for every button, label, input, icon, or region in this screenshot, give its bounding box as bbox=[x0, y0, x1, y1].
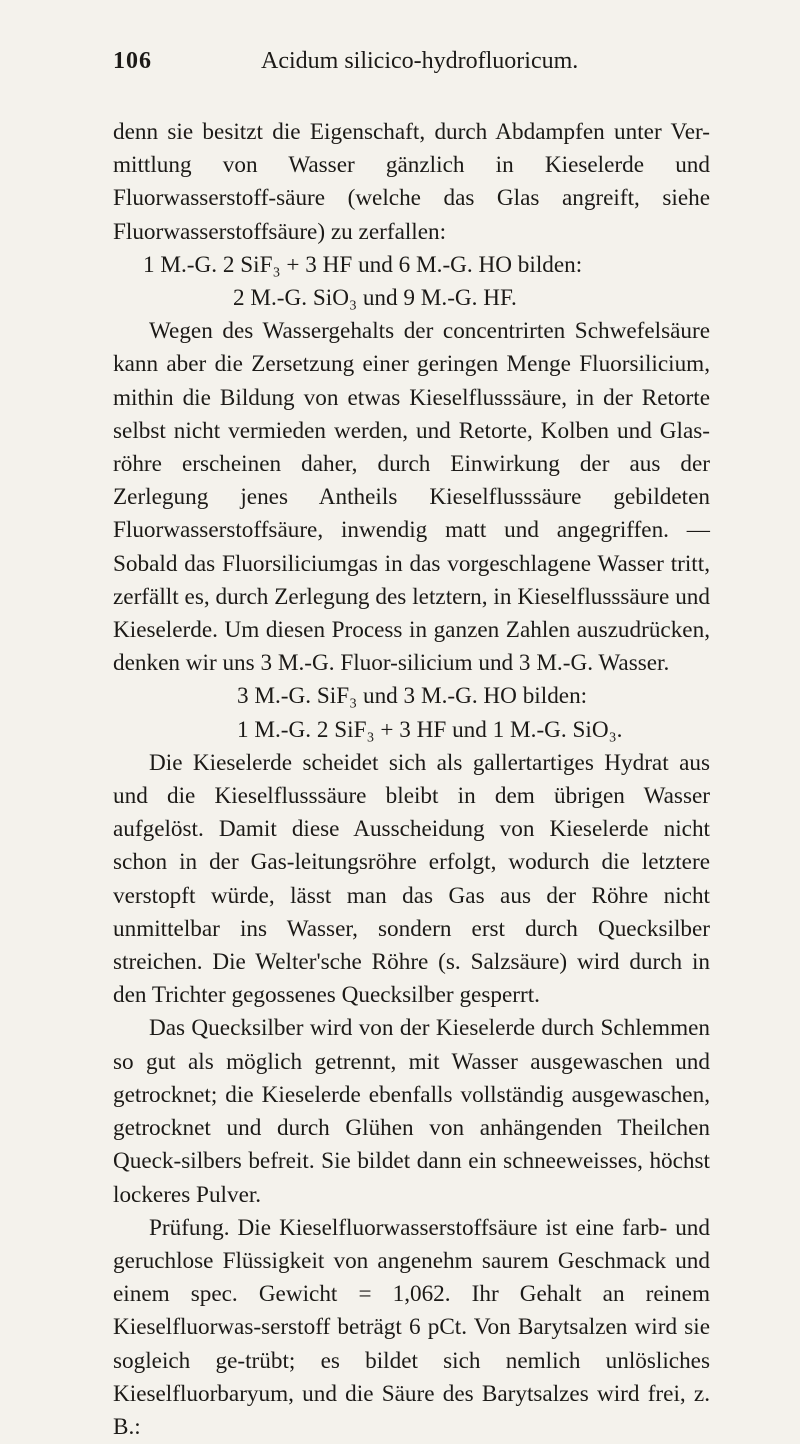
paragraph: Die Kieselerde scheidet sich als gallertartiges Hydrat aus und die Kieselflusssäure bleibt in dem übrigen Wasser aufgelöst. Damit diese Ausscheidung von Kieselerde nicht schon in der Gas-leitungsröhre erfolgt, wodurch die letztere verstopft würde, lässt man das Gas aus der Röhre nicht unmittelbar ins Wasser, sondern erst durch Quecksilber streichen. Die Welter'sche Röhre (s. Salzsäure) wird durch in den Trichter gegossenes Quecksilber gesperrt. bbox=[113, 749, 710, 1009]
chemical-formula: 1 M.-G. 2 SiF₃ + 3 HF und 1 M.-G. SiO₃. bbox=[237, 716, 623, 743]
paragraph: Das Quecksilber wird von der Kieselerde durch Schlemmen so gut als möglich getrennt, mit Wasser ausgewaschen und getrocknet; die Kieselerde ebenfalls vollständig ausgewaschen, getrocknet und durch Glühen von anhängenden Theilchen Queck-silbers befreit. Sie bildet dann ein schneeweisses, höchst lockeres Pulver. bbox=[113, 1015, 710, 1208]
running-header bbox=[113, 48, 710, 88]
running-title: Acidum silicico-hydrofluoricum. bbox=[261, 48, 579, 74]
paragraph: denn sie besitzt die Eigenschaft, durch Abdampfen unter Ver-mittlung von Wasser gänzlich in Kieselerde und Fluorwasserstoff-säure (welche das Glas angreift, siehe Fluorwasserstoffsäure) zu zerfallen: bbox=[113, 119, 710, 245]
chemical-formula: 2 M.-G. SiO₃ und 9 M.-G. HF. bbox=[233, 285, 517, 312]
chemical-formula: 1 M.-G. 2 SiF₃ + 3 HF und 6 M.-G. HO bilden: bbox=[143, 251, 583, 278]
page-number: 106 bbox=[113, 48, 152, 74]
paragraph: Wegen des Wassergehalts der concentrirten Schwefelsäure kann aber die Zersetzung einer geringen Menge Fluorsilicium, mithin die Bildung von etwas Kieselflusssäure, in der Retorte selbst nicht vermieden werden, und Retorte, Kolben und Glas-röhre erscheinen daher, durch Einwirkung der aus der Zerlegung jenes Antheils Kieselflusssäure gebildeten Fluorwasserstoffsäure, inwendig matt und angegriffen. — Sobald das Fluorsiliciumgas in das vorgeschlagene Wasser tritt, zerfällt es, durch Zerlegung des letztern, in Kieselflusssäure und Kieselerde. Um diesen Process in ganzen Zahlen auszudrücken, denken wir uns 3 M.-G. Fluor-silicium und 3 M.-G. Wasser. bbox=[113, 318, 710, 677]
chemical-formula: 3 M.-G. SiF₃ und 3 M.-G. HO bilden: bbox=[237, 683, 588, 710]
paragraph: Prüfung. Die Kieselfluorwasserstoffsäure ist eine farb- und geruchlose Flüssigkeit von angenehm saurem Geschmack und einem spec. Gewicht = 1,062. Ihr Gehalt an reinem Kieselfluorwas-serstoff beträgt 6 pCt. Von Barytsalzen wird sie sogleich ge-trübt; es bildet sich nemlich unlösliches Kieselfluorbaryum, und die Säure des Barytsalzes wird frei, z. B.: bbox=[113, 1214, 710, 1440]
page-body bbox=[113, 116, 710, 1444]
